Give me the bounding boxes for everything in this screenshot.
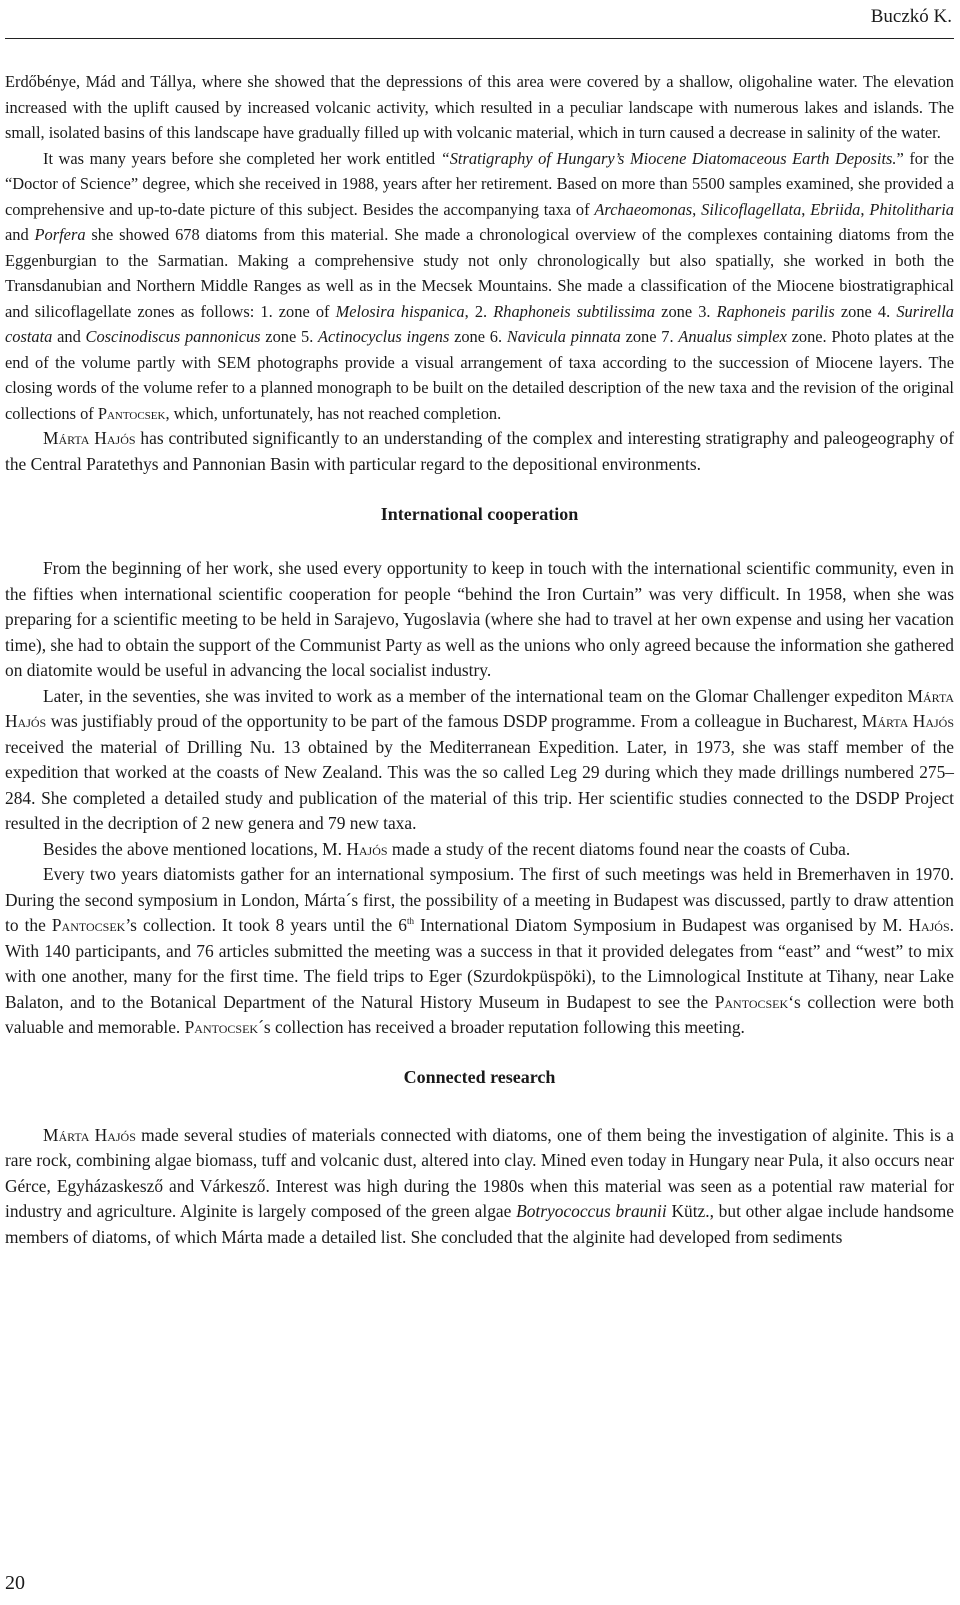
paragraph: From the beginning of her work, she used every opportunity to keep in touch with the international scientific community, even in the fifties when international scientific cooperation for people “behind the Iron Curtain” was very difficult. In 1958, when she was preparing for a scientific meeting to be held in Sarajevo, Yugoslavia (where she had to travel at her own expense and using her vacation time), she had to obtain the support of the Communist Party as well as the unions who only agreed because the information she gathered on diatomite would be useful in advancing the local socialist industry. — [5, 558, 954, 680]
paragraph: Márta Hajós has contributed significantly to an understanding of the complex and interesting stratigraphy and paleogeography of the Central Paratethys and Pannonian Basin with particular regard to the depositional environments. — [5, 428, 955, 474]
name-marta-hajos: Márta Hajós — [43, 428, 136, 448]
paragraph: Erdőbénye, Mád and Tállya, where she showed that the depressions of this area were covered by a shallow, oligohaline water. The elevation increased with the uplift caused by increased volcanic activity, which resulted in a peculiar landscape with numerous lakes and islands. The small, isolated basins of this landscape have gradually filled up with volcanic material, which in turn caused a decrease in salinity of the water. — [5, 72, 954, 142]
name-pantocsek: Pantocsek — [97, 403, 166, 423]
paragraph: It was many years before she completed her work entitled “Stratigraphy of Hungary’s Miocene Diatomaceous Earth Deposits.” for the “Doctor of Science” degree, which she received in 1988, years after her retirement. Based on more than 5500 samples examined, she provided a comprehensive and up-to-date picture of this subject. Besides the accompanying taxa of Archaeomonas, Silicoflagellata, Ebriida, Phitolitharia and Porfera she showed 678 diatoms from this material. She made a chronological overview of the complexes containing diatoms from the Eggenburgian to the Sarmatian. Making a comprehensive study not only chronologically but also spatially, she worked in both the Transdanubian and Northern Middle Ranges as well as in the Mecsek Mountains. She made a classification of the Miocene biostratigraphical and silicoflagellate zones as follows: 1. zone of Melosira hispanica, 2. Rhaphoneis subtilissima zone 3. Raphoneis parilis zone 4. Surirella costata and Coscinodiscus pannonicus zone 5. Actinocyclus ingens zone 6. Navicula pinnata zone 7. Anualus simplex zone. Photo plates at the end of the volume partly with SEM photographs provide a visual arrangement of taxa according to the succession of Miocene layers. The closing words of the volume refer to a planned monograph to be built on the detailed description of the new taxa and the revision of the original collections of Pantocsek, which, unfortunately, has not reached completion. — [5, 148, 955, 423]
section-heading-international-cooperation: International cooperation — [380, 504, 579, 524]
page-number: 20 — [5, 1572, 25, 1594]
ordinal-suffix: th — [407, 916, 415, 927]
running-header-author: Buczkó K. — [870, 6, 952, 27]
section-heading-connected-research: Connected research — [403, 1066, 556, 1087]
work-title: “Stratigraphy of Hungary’s Miocene Diatomaceous Earth Deposits. — [440, 148, 897, 168]
paragraph: Besides the above mentioned locations, M. Hajós made a study of the recent diatoms found near the coasts of Cuba. — [43, 838, 851, 859]
paragraph: Every two years diatomists gather for an international symposium. The first of such meetings was held in Bremerhaven in 1970. During the second symposium in London, Márta´s first, the possibility of a meeting in Budapest was discussed, partly to draw attention to the Pantocsek’s collection. It took 8 years until the 6th International Diatom Symposium in Budapest was organised by M. Hajós. With 140 participants, and 76 articles submitted the meeting was a success in that it provided delegates from “east” and “west” to mix with one another, many for the first time. The field trips to Eger (Szurdokpüspöki), to the Limnological Institute at Tihany, near Lake Balaton, and to the Botanical Department of the Natural History Museum in Budapest to see the Pantocsek‘s collection were both valuable and memorable. Pantocsek´s collection has received a broader reputation following this meeting. — [5, 864, 955, 1037]
page-body — [5, 69, 954, 1250]
running-header — [5, 0, 954, 39]
paragraph: Márta Hajós made several studies of materials connected with diatoms, one of them being the investigation of alginite. This is a rare rock, combining algae biomass, tuff and volcanic dust, altered into clay. Mined even today in Hungary near Pula, it also occurs near Gérce, Egyházaskesző and Várkesző. Interest was high during the 1980s when this material was seen as a potential raw material for industry and agriculture. Alginite is largely composed of the green algae Botryococcus braunii Kütz., but other algae include handsome members of diatoms, of which Márta made a detailed list. She concluded that the alginite had developed from sediments — [5, 1124, 954, 1247]
paragraph: Later, in the seventies, she was invited to work as a member of the international team on the Glomar Challenger expediton Márta Hajós was justifiably proud of the opportunity to be part of the famous DSDP programme. From a colleague in Bucharest, Márta Hajós received the material of Drilling Nu. 13 obtained by the Mediterranean Expedition. Later, in 1973, she was staff member of the expedition that worked at the coasts of New Zealand. This was the so called Leg 29 during which they made drillings numbered 275–284. She completed a detailed study and publication of the material of this trip. Her scientific studies connected to the DSDP Project resulted in the decription of 2 new genera and 79 new taxa. — [5, 685, 955, 833]
